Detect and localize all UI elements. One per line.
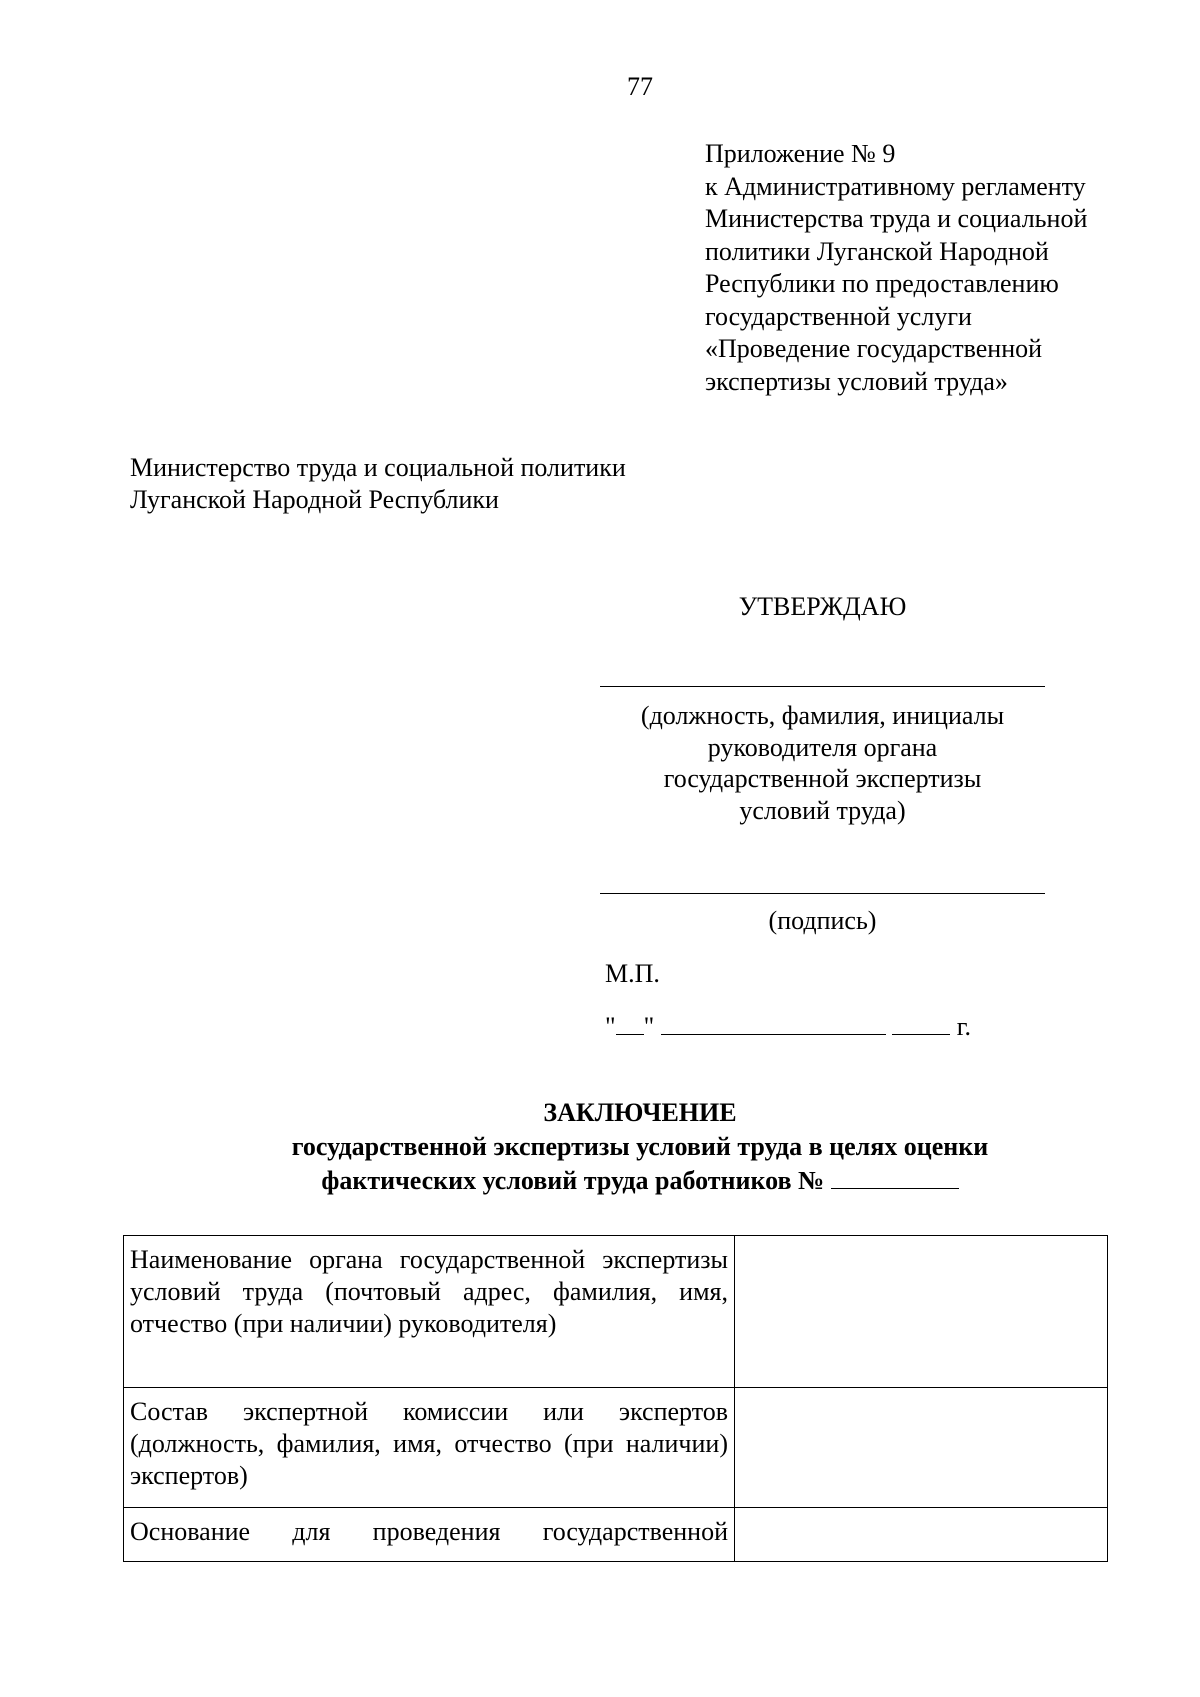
conclusion-title: ЗАКЛЮЧЕНИЕ: [543, 1098, 737, 1127]
date-quote-open: ": [605, 1012, 616, 1041]
conclusion-subtitle-text: фактических условий труда работников №: [321, 1166, 825, 1195]
conclusion-subtitle-line1: государственной экспертизы условий труда в целях оценки: [291, 1132, 989, 1161]
date-year-blank: [892, 1010, 950, 1035]
appendix-line: Республики по предоставлению: [705, 269, 1059, 298]
ministry-line: Луганской Народной Республики: [130, 485, 499, 514]
date-year-suffix: г.: [956, 1012, 971, 1041]
appendix-line: к Административному регламенту: [705, 171, 1086, 201]
appendix-reference: [705, 138, 1175, 398]
approval-title: УТВЕРЖДАЮ: [738, 592, 907, 621]
table-row: [124, 1388, 1108, 1508]
signature-caption: (подпись): [768, 906, 877, 935]
appendix-line: государственной услуги: [705, 301, 972, 331]
appendix-line: экспертизы условий труда»: [705, 366, 1008, 396]
table-row: [124, 1236, 1108, 1388]
date-month-blank: [661, 1010, 886, 1035]
caption-line: руководителя органа: [707, 732, 938, 762]
caption-line: государственной экспертизы: [663, 764, 982, 793]
conclusion-table: [123, 1235, 1108, 1562]
caption-line: условий труда): [739, 795, 906, 825]
table-row-value: [735, 1508, 1108, 1562]
appendix-line: «Проведение государственной: [705, 334, 1043, 363]
table-row-value: [735, 1236, 1108, 1388]
conclusion-subtitle-line2: [0, 1164, 1200, 1198]
table-row-value: [735, 1388, 1108, 1508]
table-row-label: Наименование органа государственной экспертизы условий труда (почтовый адрес, фамилия, имя, отчество (при наличии) руководителя): [124, 1236, 735, 1388]
table-row: [124, 1508, 1108, 1562]
position-caption: [600, 700, 1045, 826]
date-quote-close: ": [643, 1012, 655, 1041]
approval-date: [605, 1010, 971, 1044]
appendix-line: Приложение № 9: [705, 139, 896, 168]
appendix-line: Министерства труда и социальной: [705, 204, 1088, 233]
ministry-line: Министерство труда и социальной политики: [130, 453, 626, 482]
caption-line: (должность, фамилия, инициалы: [640, 701, 1005, 730]
date-day-blank: [616, 1010, 644, 1035]
position-signature-line: [600, 686, 1045, 687]
table-row-label: Основание для проведения государственной: [124, 1508, 735, 1562]
ministry-name: [130, 452, 730, 516]
seal-mark: М.П.: [605, 959, 660, 988]
appendix-line: политики Луганской Народной: [705, 236, 1049, 266]
page-number: 77: [627, 72, 653, 101]
table-row-label: Состав экспертной комиссии или экспертов (должность, фамилия, имя, отчество (при наличии) экспертов): [124, 1388, 735, 1508]
signature-line: [600, 893, 1045, 894]
conclusion-number-blank: [831, 1164, 959, 1189]
